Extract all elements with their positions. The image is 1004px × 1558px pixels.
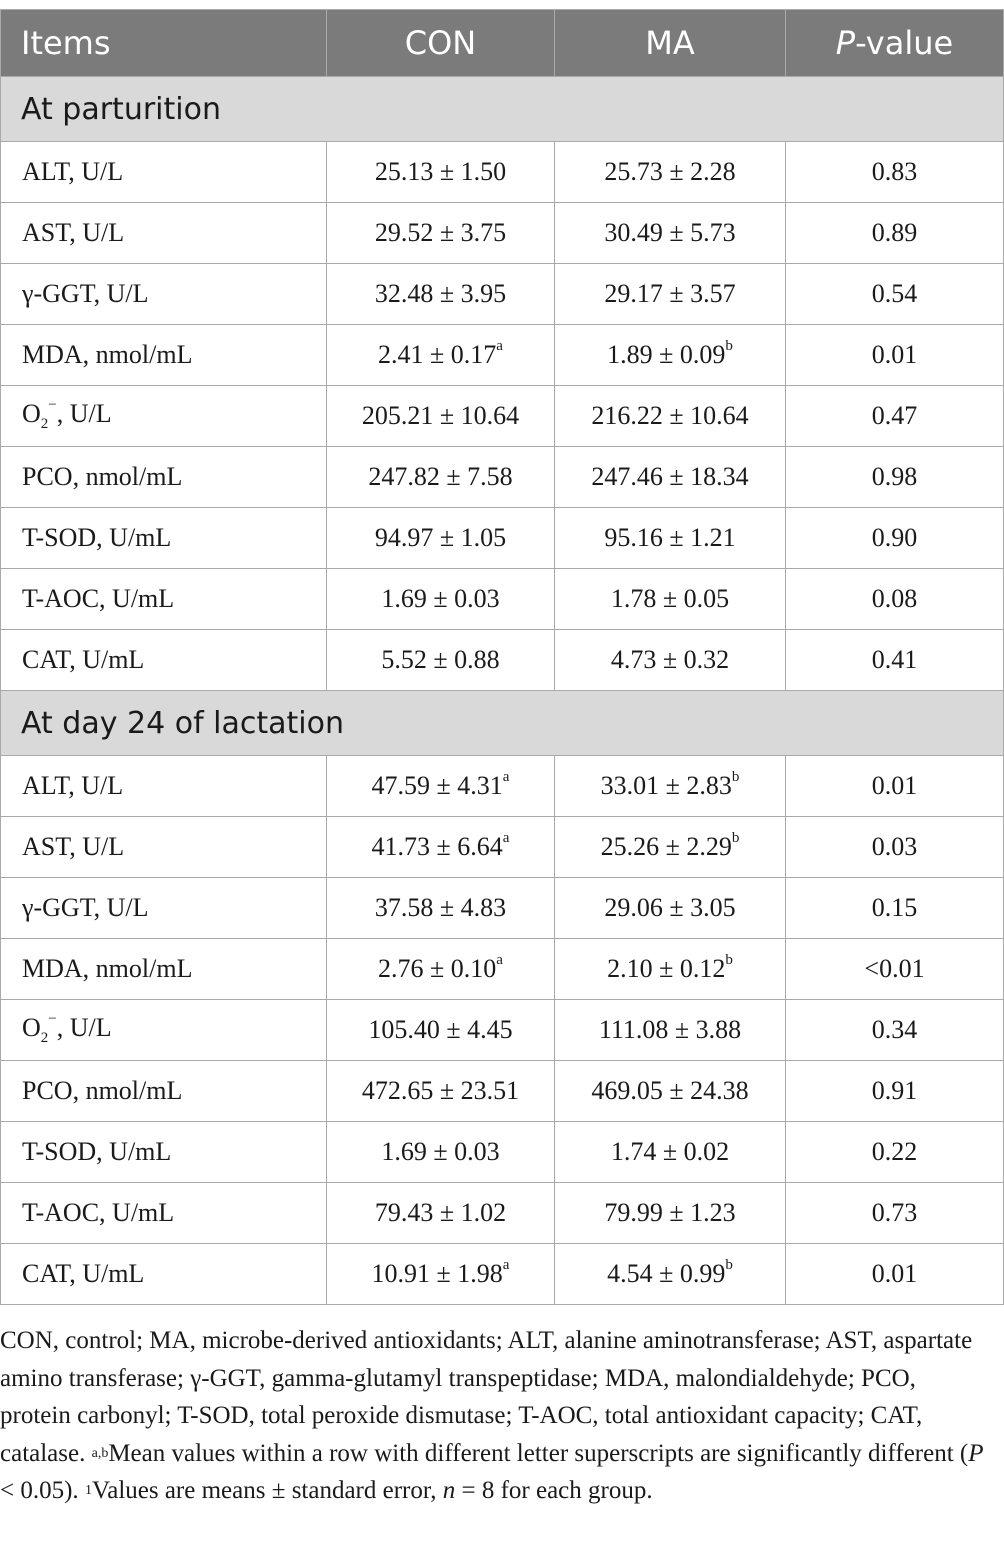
ma-value: 247.46 ± 18.34	[591, 462, 749, 491]
ma-value: 1.78 ± 0.05	[610, 584, 730, 613]
header-p-value	[786, 10, 1004, 77]
cell-item: CAT, U/mL	[1, 1244, 327, 1305]
cell-con	[327, 1061, 555, 1122]
con-value: 247.82 ± 7.58	[368, 462, 513, 491]
cell-p-value: 0.34	[786, 1000, 1004, 1061]
cell-p-value: 0.98	[786, 447, 1004, 508]
cell-p-value: 0.01	[786, 325, 1004, 386]
ma-value: 1.89 ± 0.09	[607, 340, 726, 369]
cell-item: γ-GGT, U/L	[1, 878, 327, 939]
table-row	[1, 817, 1004, 878]
cell-item	[1, 386, 327, 447]
ma-superscript: b	[725, 1257, 733, 1273]
con-superscript: a	[496, 952, 503, 968]
p-letter: P	[835, 24, 856, 62]
cell-p-value: 0.01	[786, 756, 1004, 817]
cell-item: PCO, nmol/mL	[1, 1061, 327, 1122]
cell-ma	[555, 203, 786, 264]
cell-p-value: 0.89	[786, 203, 1004, 264]
table-row	[1, 1000, 1004, 1061]
cell-con	[327, 142, 555, 203]
footnote-text-2: < 0.05).	[0, 1477, 85, 1505]
cell-p-value: 0.90	[786, 508, 1004, 569]
item-rest: , U/L	[56, 1012, 112, 1042]
ma-value: 25.73 ± 2.28	[604, 157, 736, 186]
cell-p-value: 0.22	[786, 1122, 1004, 1183]
cell-p-value: 0.01	[786, 1244, 1004, 1305]
item-subscript: 2	[40, 1030, 49, 1047]
cell-p-value: 0.41	[786, 630, 1004, 691]
con-value: 41.73 ± 6.64	[371, 832, 503, 861]
p-value-suffix: -value	[855, 24, 954, 62]
header-row	[1, 10, 1004, 77]
table-body	[1, 77, 1004, 1305]
con-value: 472.65 ± 23.51	[361, 1076, 520, 1105]
ma-value: 29.17 ± 3.57	[604, 279, 736, 308]
cell-ma	[555, 569, 786, 630]
cell-ma	[555, 1183, 786, 1244]
con-value: 32.48 ± 3.95	[374, 279, 507, 308]
ma-value: 25.26 ± 2.29	[600, 832, 732, 861]
footnote-n-italic: n	[442, 1477, 456, 1505]
cell-con	[327, 878, 555, 939]
con-value: 47.59 ± 4.31	[371, 771, 503, 800]
ma-value: 29.06 ± 3.05	[604, 893, 736, 922]
table-row	[1, 508, 1004, 569]
cell-ma	[555, 1061, 786, 1122]
cell-item: MDA, nmol/mL	[1, 939, 327, 1000]
cell-con	[327, 1000, 555, 1061]
footnote-abbreviations: CON, control; MA, microbe-derived antioxidants; ALT, alanine aminotransferase; AST, aspartate amino transferase; γ-GGT, gamma-glutamyl transpeptidase; MDA, malondialdehyde; PCO, protein carbonyl; T-SOD, total peroxide dismutase; T-AOC, total antioxidant capacity; CAT, catalase.	[0, 1327, 973, 1467]
cell-item: T-SOD, U/mL	[1, 508, 327, 569]
cell-item: CAT, U/mL	[1, 630, 327, 691]
cell-con	[327, 569, 555, 630]
con-value: 10.91 ± 1.98	[371, 1259, 503, 1288]
section-row	[1, 77, 1004, 142]
cell-con	[327, 508, 555, 569]
ma-value: 30.49 ± 5.73	[604, 218, 736, 247]
cell-item: ALT, U/L	[1, 142, 327, 203]
cell-p-value: <0.01	[786, 939, 1004, 1000]
cell-item: AST, U/L	[1, 817, 327, 878]
cell-ma	[555, 630, 786, 691]
cell-p-value: 0.47	[786, 386, 1004, 447]
item-subscript: 2	[40, 416, 49, 433]
cell-con	[327, 817, 555, 878]
con-value: 5.52 ± 0.88	[381, 645, 500, 674]
cell-ma	[555, 508, 786, 569]
ma-superscript: b	[731, 830, 740, 846]
cell-p-value: 0.83	[786, 142, 1004, 203]
ma-value: 216.22 ± 10.64	[591, 401, 749, 430]
ma-value: 95.16 ± 1.21	[604, 523, 736, 552]
ma-value: 4.54 ± 0.99	[607, 1259, 726, 1288]
cell-ma	[555, 1244, 786, 1305]
con-superscript: a	[502, 1257, 510, 1273]
cell-ma	[555, 1122, 786, 1183]
cell-ma	[555, 756, 786, 817]
con-value: 37.58 ± 4.83	[374, 893, 507, 922]
con-value: 1.69 ± 0.03	[381, 584, 500, 613]
cell-ma	[555, 325, 786, 386]
header-con: CON	[327, 10, 555, 77]
ma-superscript: b	[725, 338, 733, 354]
ma-value: 469.05 ± 24.38	[591, 1076, 749, 1105]
cell-item: T-AOC, U/mL	[1, 1183, 327, 1244]
cell-item: T-SOD, U/mL	[1, 1122, 327, 1183]
cell-item	[1, 1000, 327, 1061]
cell-ma	[555, 939, 786, 1000]
con-value: 94.97 ± 1.05	[374, 523, 507, 552]
con-value: 2.41 ± 0.17	[378, 340, 497, 369]
con-value: 25.13 ± 1.50	[374, 157, 507, 186]
footnote-sup-ab: a,b	[91, 1445, 109, 1461]
ma-value: 2.10 ± 0.12	[607, 954, 726, 983]
section-title: At day 24 of lactation	[1, 691, 1004, 756]
con-value: 205.21 ± 10.64	[361, 401, 520, 430]
cell-p-value: 0.03	[786, 817, 1004, 878]
cell-con	[327, 1122, 555, 1183]
cell-ma	[555, 447, 786, 508]
cell-item: γ-GGT, U/L	[1, 264, 327, 325]
ma-value: 79.99 ± 1.23	[604, 1198, 736, 1227]
cell-con	[327, 447, 555, 508]
cell-item: ALT, U/L	[1, 756, 327, 817]
header-ma: MA	[555, 10, 786, 77]
cell-p-value: 0.15	[786, 878, 1004, 939]
con-superscript: a	[502, 769, 510, 785]
con-value: 1.69 ± 0.03	[381, 1137, 500, 1166]
item-superscript: −	[48, 396, 57, 413]
table-row	[1, 264, 1004, 325]
cell-p-value: 0.91	[786, 1061, 1004, 1122]
table-row	[1, 878, 1004, 939]
table-row	[1, 1244, 1004, 1305]
cell-item: MDA, nmol/mL	[1, 325, 327, 386]
table-row	[1, 325, 1004, 386]
ma-superscript: b	[725, 952, 733, 968]
cell-ma	[555, 1000, 786, 1061]
ma-value: 4.73 ± 0.32	[610, 645, 730, 674]
cell-con	[327, 630, 555, 691]
section-title: At parturition	[1, 77, 1004, 142]
table-row	[1, 203, 1004, 264]
item-base: O	[22, 398, 41, 428]
item-base: O	[22, 1012, 41, 1042]
table-row	[1, 630, 1004, 691]
footnote-sup-1: 1	[84, 1483, 92, 1499]
table-row	[1, 1061, 1004, 1122]
cell-con	[327, 1183, 555, 1244]
cell-con	[327, 939, 555, 1000]
con-value: 29.52 ± 3.75	[374, 218, 507, 247]
table-row	[1, 386, 1004, 447]
table-row	[1, 142, 1004, 203]
cell-item: T-AOC, U/mL	[1, 569, 327, 630]
cell-con	[327, 264, 555, 325]
ma-value: 33.01 ± 2.83	[600, 771, 732, 800]
data-table	[0, 9, 1004, 1305]
cell-item: PCO, nmol/mL	[1, 447, 327, 508]
cell-ma	[555, 386, 786, 447]
ma-value: 111.08 ± 3.88	[598, 1015, 742, 1044]
table-row	[1, 569, 1004, 630]
cell-ma	[555, 142, 786, 203]
con-value: 79.43 ± 1.02	[374, 1198, 507, 1227]
cell-ma	[555, 817, 786, 878]
table-row	[1, 939, 1004, 1000]
con-superscript: a	[496, 338, 503, 354]
footnote-text-1: Mean values within a row with different letter superscripts are significantly different (	[108, 1439, 969, 1467]
cell-p-value: 0.73	[786, 1183, 1004, 1244]
footnote-text-3: Values are means ± standard error,	[91, 1477, 443, 1505]
item-rest: , U/L	[56, 398, 112, 428]
table-row	[1, 1183, 1004, 1244]
con-superscript: a	[502, 830, 510, 846]
cell-con	[327, 325, 555, 386]
cell-con	[327, 756, 555, 817]
cell-con	[327, 386, 555, 447]
table-row	[1, 1122, 1004, 1183]
cell-con	[327, 203, 555, 264]
footnote-p-italic: P	[968, 1439, 984, 1467]
table-row	[1, 447, 1004, 508]
table-footnote	[0, 1322, 990, 1510]
ma-superscript: b	[731, 769, 740, 785]
cell-p-value: 0.08	[786, 569, 1004, 630]
ma-value: 1.74 ± 0.02	[610, 1137, 730, 1166]
con-value: 2.76 ± 0.10	[378, 954, 497, 983]
section-row	[1, 691, 1004, 756]
cell-con	[327, 1244, 555, 1305]
table-row	[1, 756, 1004, 817]
cell-item: AST, U/L	[1, 203, 327, 264]
footnote-text-4: = 8 for each group.	[455, 1477, 653, 1505]
cell-p-value: 0.54	[786, 264, 1004, 325]
header-items: Items	[1, 10, 327, 77]
cell-ma	[555, 264, 786, 325]
con-value: 105.40 ± 4.45	[368, 1015, 513, 1044]
cell-ma	[555, 878, 786, 939]
item-superscript: −	[48, 1010, 57, 1027]
